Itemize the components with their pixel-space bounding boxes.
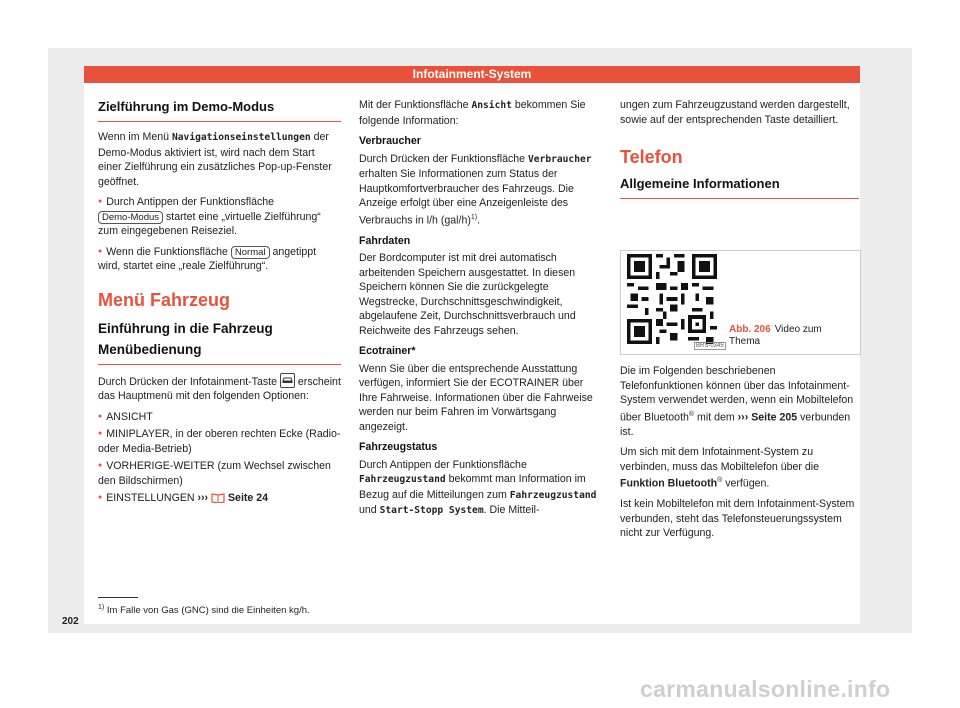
section-title: Zielführung im Demo-Modus [98,99,275,114]
text: bekommt man Information im Bezug auf die Mitteilungen zum [359,473,586,501]
section-heading-general [620,175,859,199]
registered-mark: ® [688,410,695,418]
footnote [98,604,310,616]
normal-button-label: Normal [231,246,270,259]
list-item [98,195,341,239]
section-title: Einführung in die Fahrzeug Menübedienung [98,320,273,357]
text: angetippt wird, startet eine „reale Zielführung“. [98,245,317,272]
text: mit dem [694,411,738,424]
list-item: ● ANSICHT [98,410,341,425]
chapter-title: Telefon [620,147,683,167]
text: . Die Mitteil- [483,504,540,517]
text: und [359,504,380,517]
right-column [620,98,859,199]
car-icon [280,373,295,388]
list-item [98,245,341,274]
text: Durch Drücken der Infotainment-Taste [98,375,280,388]
paragraph: ungen zum Fahrzeugzustand werden dargestellt, sowie auf der entsprechenden Taste detailliert. [620,99,850,126]
page-reference-link[interactable]: Seite 205 [751,411,798,424]
page-number: 202 [62,616,79,627]
list-item: ● MINIPLAYER, in der oberen rechten Ecke (Radio- oder Media-Betrieb) [98,427,341,456]
paragraph: Wenn Sie über die entsprechende Ausstattung verfügen, informiert Sie der ECOTRAINER über Ihre Fahrweise. Informationen über die Fahrweise werden nur beim Fahren im Vorwärtsgang angezeigt. [359,362,593,433]
paragraph [359,98,602,128]
paragraph [620,445,859,491]
text: erhalten Sie Informationen zum Status der Hauptkomfortverbraucher des Fahrzeugs. Die Anzeige erfolgt über eine Anzeigenleiste des Verbrauchs in l/h (gal/h) [359,168,574,227]
text: Durch Antippen der Funktionsfläche [106,196,275,208]
text: Die im Folgenden beschriebenen Telefonfunktionen können über das Infotainment-System verwendet werden, wenn ein Mobiltelefon über Bluetooth [620,365,854,424]
text: startet eine „virtuelle Zielführung“ zum eingegebenen Reiseziel. [98,210,321,237]
paragraph: Ist kein Mobiltelefon mit dem Infotainment-System verbunden, steht das Telefonsteuerungssystem nicht zur Verfügung. [620,498,855,540]
text: Wenn die Funktionsfläche [106,245,231,258]
text: erscheint das Hauptmenü mit den folgenden Optionen: [98,375,341,402]
subheading: Fahrdaten [359,234,411,247]
subheading: Verbraucher [359,135,421,147]
text: Mit der Funktionsfläche [359,99,472,111]
ui-term: Navigationseinstellungen [172,132,311,143]
registered-mark: ® [717,477,723,485]
subheading: Ecotrainer* [359,345,416,358]
demo-mode-button-label: Demo-Modus [98,211,163,224]
text: EINSTELLUNGEN [106,492,198,504]
section-heading-vehicle-menu [98,318,341,365]
ui-term: Start-Stopp System [379,505,484,517]
paragraph [359,458,602,519]
list-item: ● VORHERIGE-WEITER (zum Wechsel zwischen den Bildschirmen) [98,459,341,488]
paragraph: Der Bordcomputer ist mit drei automatisch arbeitenden Speichern ausgestattet. In diesen Speichern können Sie die zurückgelegte Wegstrecke, Durchschnittsgeschwindigkeit, abgelaufene Zeit, Durchschnittsverbrauch und Reichweite des Fahrzeugs sehen. [359,252,576,337]
footnote-marker: 1) [98,604,105,611]
paragraph [620,364,859,439]
text: . [477,214,481,227]
page-reference-link[interactable]: Seite 24 [227,492,269,504]
text: verbunden ist. [620,411,851,438]
figure-caption [729,324,854,348]
reference-arrow: ››› [197,492,209,504]
page-header: Infotainment-System [84,66,860,83]
middle-column [359,98,602,525]
watermark: carmanualsonline.info [640,676,891,702]
footnote-divider [98,597,138,598]
text: Durch Drücken der Funktionsfläche [359,152,528,165]
paragraph [98,130,341,189]
figure-code: BRS-0345 [696,343,724,349]
text: der Demo-Modus aktiviert ist, wird nach dem Start einer Zielführung ein zusätzliches Pop-up-Fenster geöffnet. [98,131,332,188]
left-column [98,98,341,514]
text: verfügen. [722,477,770,490]
paragraph [98,373,341,404]
text: Durch Antippen der Funktionsfläche [359,458,527,471]
list-item [98,491,341,508]
ui-term: Ansicht [471,100,512,111]
qr-code-icon[interactable] [625,254,719,344]
footnote-text: Im Falle von Gas (GNC) sind die Einheiten kg/h. [106,605,310,617]
text: Wenn im Menü [98,131,172,143]
bold-term: Funktion Bluetooth [620,477,718,490]
reference-arrow: ››› [737,411,749,424]
ui-term: Verbraucher [528,153,592,165]
chapter-title: Menü Fahrzeug [98,289,231,310]
footnote-marker: 1) [470,213,478,221]
paragraph [359,152,602,228]
subheading: Fahrzeugstatus [359,441,438,454]
figure-number: Abb. 206 [729,324,771,335]
text: Um sich mit dem Infotainment-System zu verbinden, muss das Mobiltelefon über die [620,446,820,473]
right-column-lower [620,364,859,547]
text: bekommen Sie folgende Information: [359,99,586,127]
ui-term: Fahrzeugzustand [359,474,446,486]
section-heading-demo [98,98,341,122]
figure-caption-text: Video zum Thema [729,324,822,347]
ui-term: Fahrzeugzustand [509,489,597,501]
book-icon [211,492,225,508]
section-title: Allgemeine Informationen [620,176,780,191]
